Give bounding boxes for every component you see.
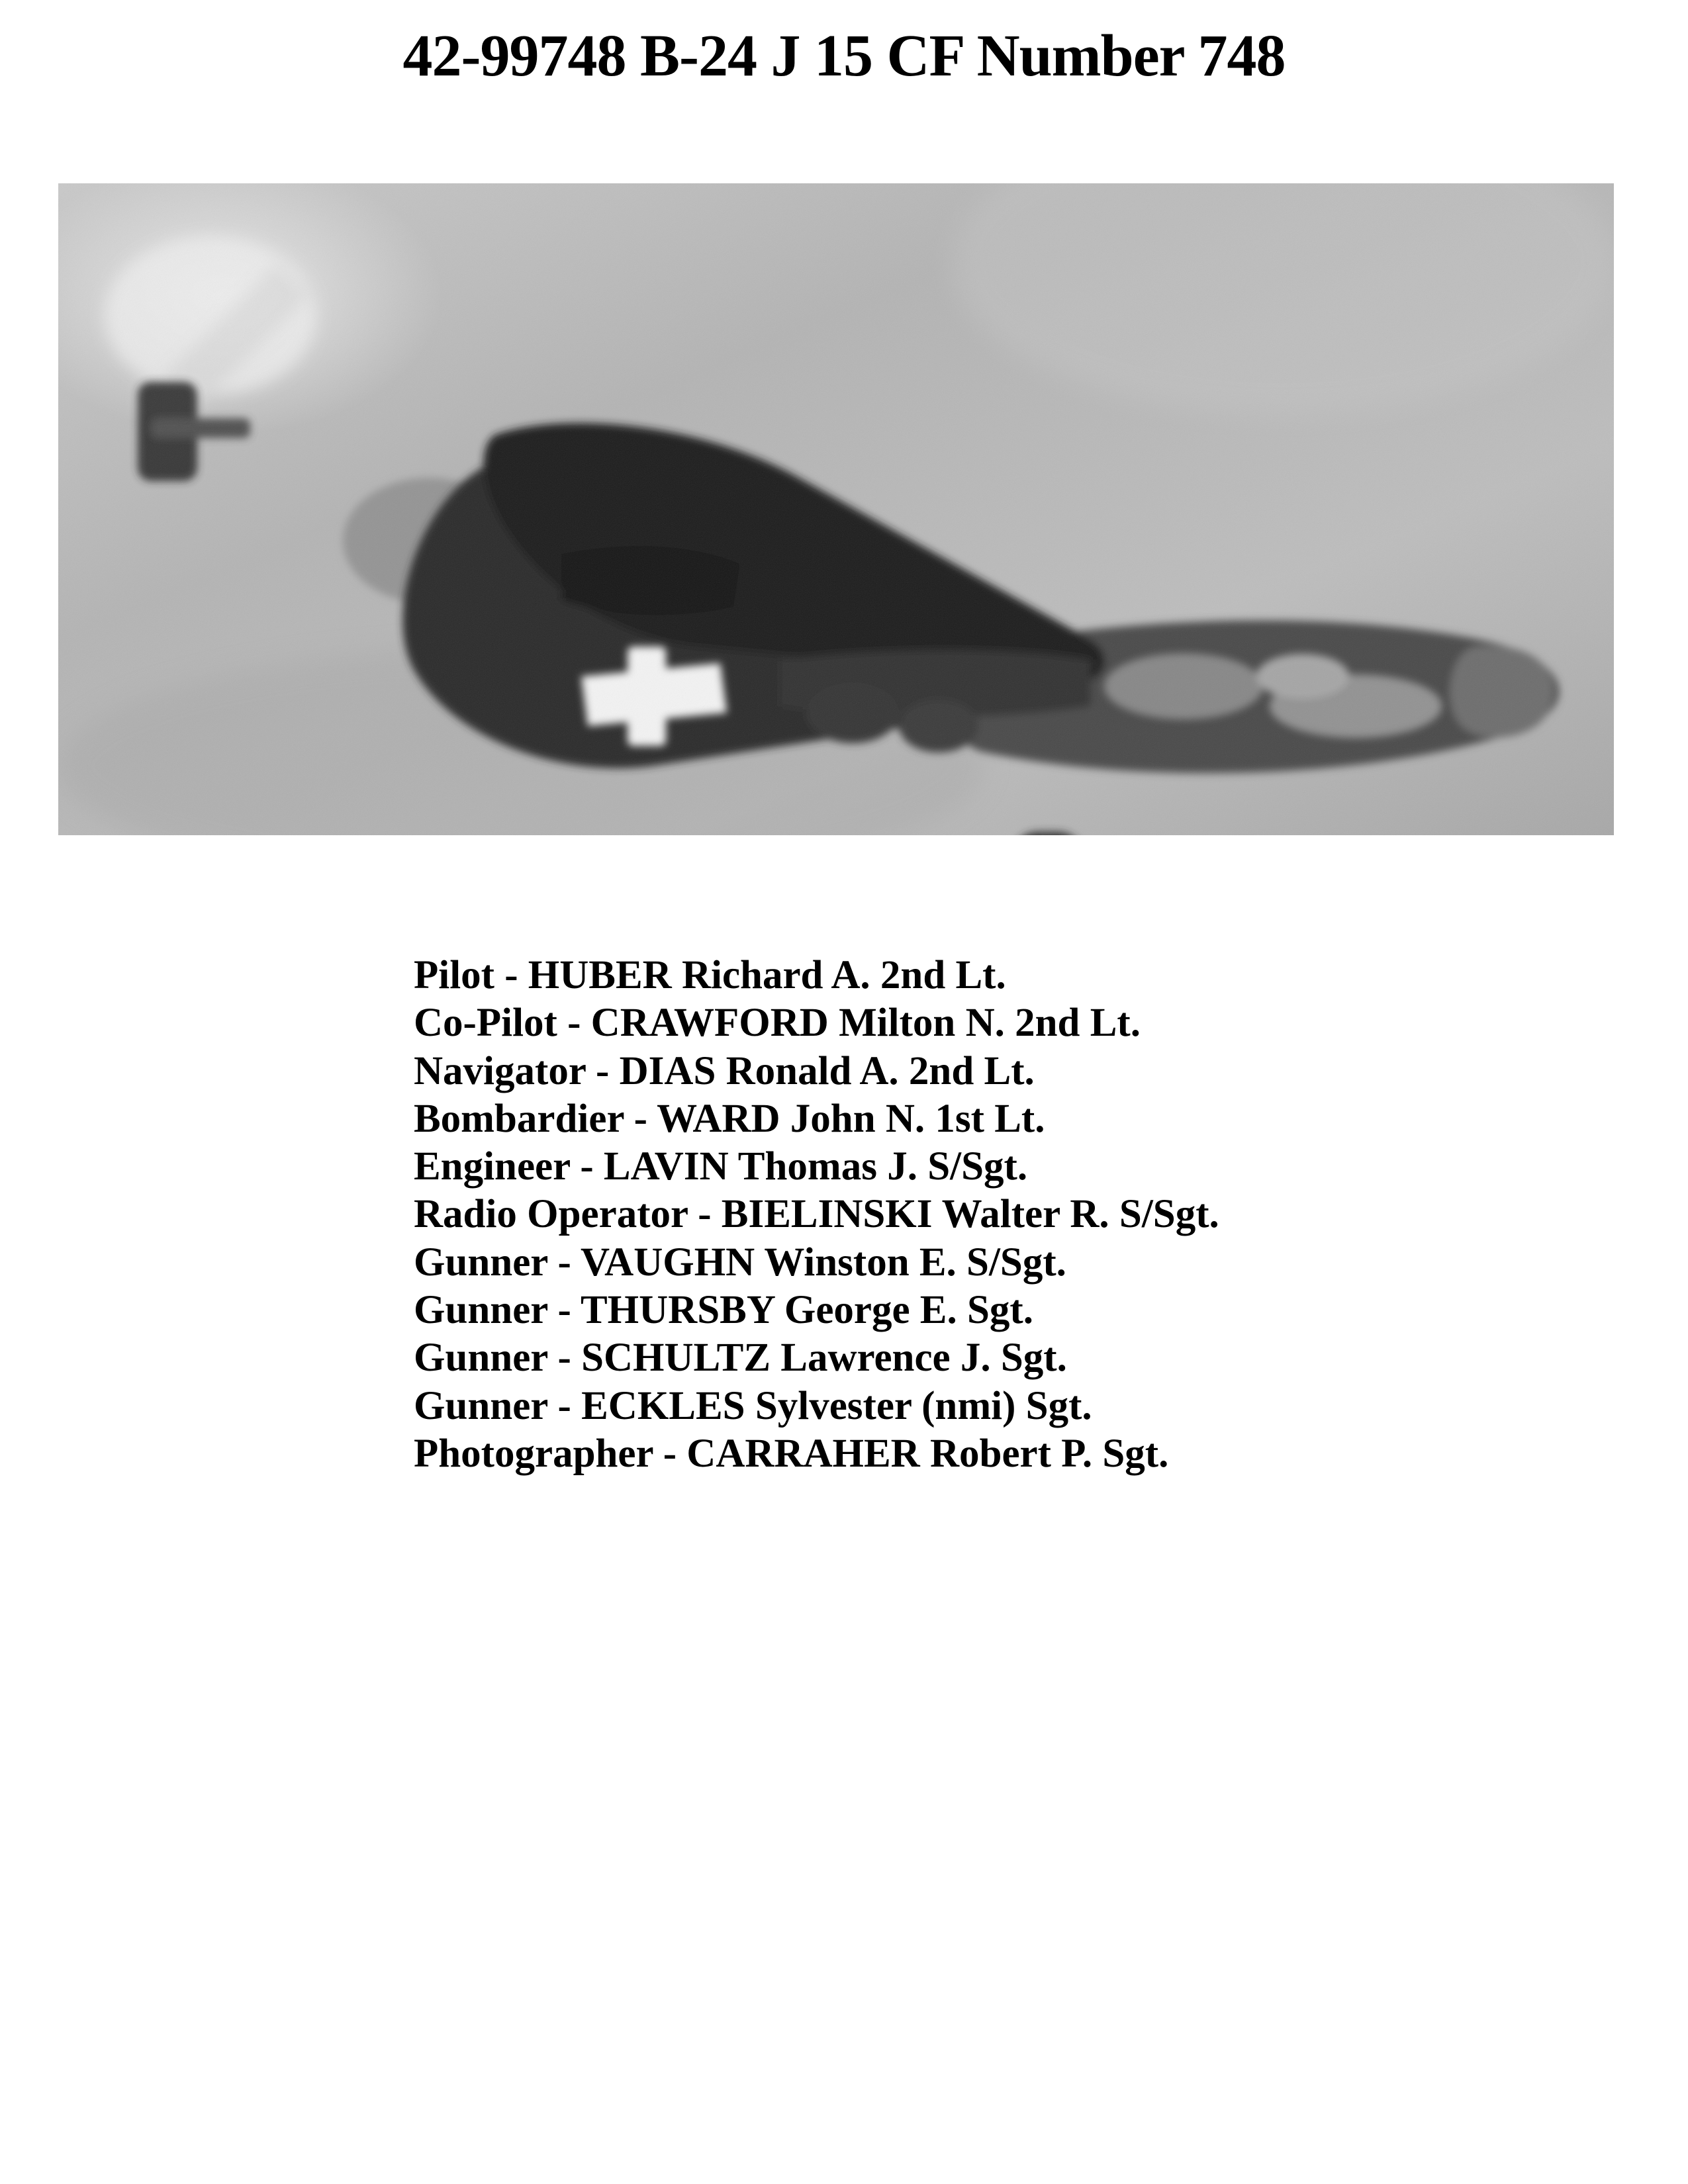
list-item: Gunner - SCHULTZ Lawrence J. Sgt. [414,1336,1067,1381]
aircraft-photo [58,183,1614,835]
list-item: Engineer - LAVIN Thomas J. S/Sgt. [414,1144,1028,1189]
list-item: Gunner - ECKLES Sylvester (nmi) Sgt. [414,1383,1092,1428]
list-item: Gunner - THURSBY George E. Sgt. [414,1287,1033,1332]
crew-roster [414,952,1473,1478]
list-item: Pilot - HUBER Richard A. 2nd Lt. [414,953,1006,997]
list-item: Bombardier - WARD John N. 1st Lt. [414,1096,1045,1141]
list-item: Photographer - CARRAHER Robert P. Sgt. [414,1431,1169,1476]
list-item: Co-Pilot - CRAWFORD Milton N. 2nd Lt. [414,1001,1141,1046]
page-title: 42-99748 B-24 J 15 CF Number 748 [402,23,1286,89]
list-item: Navigator - DIAS Ronald A. 2nd Lt. [414,1048,1035,1093]
list-item: Gunner - VAUGHN Winston E. S/Sgt. [414,1240,1066,1285]
list-item: Radio Operator - BIELINSKI Walter R. S/Sgt. [414,1192,1219,1237]
b24-bomber-in-flight-photograph [58,183,1614,835]
